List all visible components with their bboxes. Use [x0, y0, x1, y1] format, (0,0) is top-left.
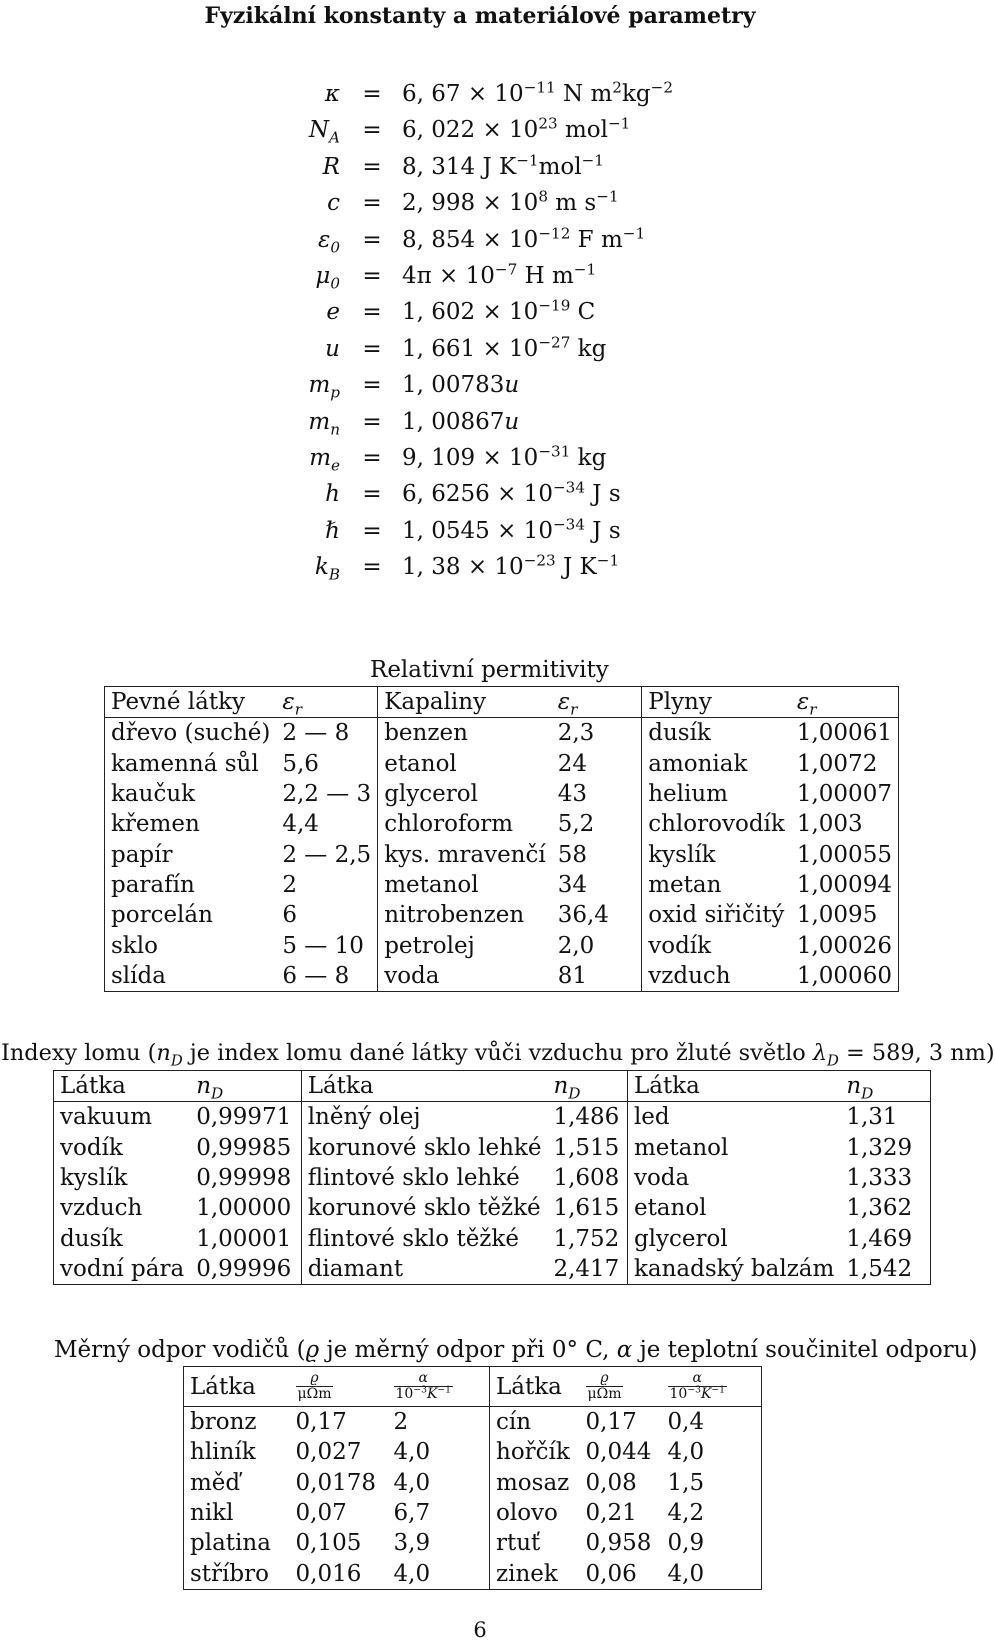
table-row [184, 1528, 762, 1558]
table-cell: benzen [378, 718, 552, 749]
table-cell: 0,06 [580, 1558, 662, 1589]
column-header: $\varepsilon_r$ [276, 687, 377, 718]
column-header: Látka [627, 1071, 840, 1102]
table-cell: stříbro [184, 1558, 290, 1589]
table-cell: 4,0 [662, 1558, 762, 1589]
table-cell: 0,044 [585, 1439, 652, 1466]
table-cell: 58 [557, 841, 588, 868]
table-row [54, 1254, 931, 1285]
table-row [105, 779, 899, 809]
column-header: Látka [54, 1071, 191, 1102]
table-cell: vodík [54, 1133, 191, 1163]
table-cell: diamant [301, 1254, 547, 1285]
table-cell: 1,5 [662, 1468, 762, 1498]
constant-row [0, 404, 960, 440]
table-cell: 1,31 [840, 1102, 930, 1133]
table-cell: 6 — 8 [276, 961, 377, 992]
table-cell: lněný olej [301, 1102, 547, 1133]
table-cell: 1,615 [553, 1195, 620, 1222]
constant-value: 1, $661 \times 10^{-27}$ kg [402, 333, 607, 362]
constant-row [0, 476, 960, 512]
table-cell: oxid siřičitý [642, 900, 791, 930]
table-cell: 1,333 [840, 1163, 930, 1193]
constant-value: 1, 00783u [402, 372, 520, 399]
constant-row [0, 222, 960, 258]
table-cell: 0,08 [585, 1469, 637, 1496]
constant-row [0, 294, 960, 330]
table-row [105, 870, 899, 900]
equals-sign: = [362, 335, 382, 362]
table-cell: 0,027 [295, 1439, 362, 1466]
table-cell: 3,9 [393, 1530, 431, 1557]
table-cell: vodní pára [54, 1254, 191, 1285]
table-cell: 1,00026 [791, 930, 899, 960]
constant-row [0, 549, 960, 585]
table-cell: 5,6 [282, 750, 319, 777]
table-row [184, 1437, 762, 1467]
table-cell: flintové sklo lehké [301, 1163, 547, 1193]
table-cell: platina [184, 1528, 290, 1558]
table-cell: 2 [393, 1409, 409, 1436]
table-cell: 4,2 [662, 1498, 762, 1528]
constant-value: $4\pi \times 10^{-7}$ H $m^{-1}$ [402, 260, 597, 289]
table-cell: 0,99998 [196, 1165, 292, 1192]
table-cell: korunové sklo lehké [301, 1133, 547, 1163]
table-cell: etanol [378, 749, 552, 779]
table-cell: 0,17 [295, 1409, 347, 1436]
table-cell: cín [490, 1407, 580, 1438]
equals-sign: = [362, 517, 382, 544]
constant-row [0, 367, 960, 403]
table-cell: voda [378, 961, 552, 992]
table-cell: 0,21 [585, 1500, 637, 1527]
alpha-fraction: $\frac{\alpha}{10^{-3}K^{-1}}$ [669, 1370, 726, 1402]
table-row [105, 961, 899, 992]
table-cell: 2 — 8 [282, 720, 350, 747]
table-cell: kanadský balzám [627, 1254, 840, 1285]
constant-symbol: $m_e$ [309, 445, 340, 475]
constant-value: 6, $6256 \times 10^{-34}$ J s [402, 478, 621, 508]
constant-symbol: $\mu_0$ [315, 263, 340, 293]
table-cell: dusík [54, 1223, 191, 1253]
table-cell: 1,0072 [791, 749, 899, 779]
table-row [54, 1223, 931, 1253]
table-row [184, 1558, 762, 1589]
table-cell: 0,99985 [196, 1134, 292, 1161]
table-cell: nikl [184, 1498, 290, 1528]
table-cell: 5,2 [557, 811, 595, 838]
table-cell: petrolej [378, 930, 552, 960]
table-cell: 36,4 [557, 902, 609, 929]
table-row [184, 1468, 762, 1498]
table-cell: kys. mravenčí [378, 839, 552, 869]
table-cell: amoniak [642, 749, 791, 779]
resistivity-table [183, 1366, 762, 1590]
table-cell: 0,4 [662, 1407, 762, 1438]
table-cell: 2 [282, 871, 297, 898]
constant-symbol: $m_n$ [308, 408, 340, 439]
equals-sign: = [362, 263, 382, 289]
table-cell: 1,608 [553, 1165, 620, 1192]
table-cell: 1,003 [791, 809, 899, 839]
table-cell: chlorovodík [642, 809, 791, 839]
constant-value: 6, $67 \times 10^{-11}$ N $m^2kg^{-2}$ [402, 78, 673, 107]
column-header [388, 1367, 490, 1407]
equals-sign: = [362, 190, 382, 217]
table-cell: dřevo (suché) [105, 718, 277, 749]
column-header: $n_D$ [190, 1071, 301, 1102]
table-cell: porcelán [105, 900, 277, 930]
constant-value: 6, $022 \times 10^{23}$ mol$^{-1}$ [402, 114, 631, 144]
page-title: Fyzikální konstanty a materiálové parametry [204, 3, 756, 29]
table-cell: hliník [184, 1437, 290, 1467]
table-row [54, 1133, 931, 1163]
table-cell: hořčík [490, 1437, 580, 1467]
constant-row [0, 513, 960, 549]
table-cell: 1,00007 [791, 779, 899, 809]
table-cell: 24 [557, 750, 588, 777]
table-cell: křemen [105, 809, 277, 839]
table-cell: 1,00061 [791, 718, 899, 749]
equals-sign: = [362, 481, 382, 508]
table-cell: 0,105 [295, 1530, 362, 1557]
constant-value: 8, $854 \times 10^{-12}$ F $m^{-1}$ [402, 223, 646, 253]
table-cell: 2,2 — 3 [282, 781, 372, 808]
table-cell: papír [105, 839, 277, 869]
table-cell: mosaz [490, 1468, 580, 1498]
column-header: Látka [184, 1367, 290, 1407]
equals-sign: = [362, 445, 382, 471]
table-row [105, 900, 899, 930]
table-cell: dusík [642, 718, 791, 749]
table-cell: 2,3 [557, 720, 595, 747]
table-cell: 1,329 [840, 1133, 930, 1163]
constant-symbol: $k_B$ [314, 554, 340, 584]
table-cell: helium [642, 779, 791, 809]
constant-row [0, 76, 960, 112]
table-cell: 1,00055 [791, 839, 899, 869]
alpha-fraction: $\frac{\alpha}{10^{-3}K^{-1}}$ [395, 1370, 452, 1402]
table-cell: 1,00094 [791, 870, 899, 900]
table-cell: měď [184, 1468, 290, 1498]
constant-symbol: $m_p$ [308, 372, 340, 402]
table-cell: 1,542 [840, 1254, 930, 1285]
table-cell: 81 [552, 961, 642, 992]
table-cell: 4,0 [662, 1437, 762, 1467]
table-cell: led [627, 1102, 840, 1133]
constant-symbol: $\varepsilon_0$ [318, 226, 340, 257]
refraction-table [53, 1070, 931, 1285]
table-cell: glycerol [378, 779, 552, 809]
table-row [54, 1102, 931, 1133]
constant-row [0, 331, 960, 367]
table-cell: metanol [627, 1133, 840, 1163]
table-cell: korunové sklo těžké [301, 1193, 547, 1223]
constant-value: 9, $109 \times 10^{-31}$ kg [402, 442, 607, 471]
table-cell: 0,0178 [295, 1469, 376, 1496]
equals-sign: = [362, 81, 382, 107]
constant-symbol: c [327, 190, 340, 217]
column-header: $\varepsilon_r$ [552, 687, 642, 718]
constant-row [0, 185, 960, 221]
table-row [184, 1407, 762, 1438]
table-cell: rtuť [490, 1528, 580, 1558]
table-cell: 1,362 [840, 1193, 930, 1223]
table-cell: kamenná sůl [105, 749, 277, 779]
table-row [54, 1193, 931, 1223]
table-row [105, 930, 899, 960]
equals-sign: = [362, 226, 382, 253]
constant-symbol: e [326, 299, 340, 326]
constant-value: 8, 314 J $K^{-1}mol^{-1}$ [402, 151, 604, 180]
table-cell: 34 [557, 871, 588, 898]
table-cell: kyslík [642, 839, 791, 869]
table-cell: 6 [282, 902, 297, 929]
column-header: $n_D$ [840, 1071, 930, 1102]
constant-symbol: h [325, 481, 340, 508]
constant-value: 1, $0545 \times 10^{-34}$ J s [402, 515, 621, 544]
table-cell: 4,0 [393, 1439, 431, 1466]
rho-fraction: $\frac{ϱ}{\text{μΩm}}$ [587, 1370, 622, 1402]
page-number: 6 [473, 1618, 487, 1642]
table-cell: 4,4 [282, 811, 319, 838]
table-cell: voda [627, 1163, 840, 1193]
constant-row [0, 149, 960, 185]
column-header: Látka [301, 1071, 547, 1102]
table-cell: 2,0 [557, 932, 595, 959]
table-cell: 0,016 [290, 1558, 388, 1589]
equals-sign: = [362, 554, 382, 581]
resistivity-header-row [184, 1367, 762, 1407]
refraction-header-row [54, 1071, 931, 1102]
equals-sign: = [362, 372, 382, 399]
table-cell: 1,00060 [791, 961, 899, 992]
table-cell: flintové sklo těžké [301, 1223, 547, 1253]
constant-row [0, 258, 960, 294]
table-cell: chloroform [378, 809, 552, 839]
equals-sign: = [362, 299, 382, 326]
table-cell: kyslík [54, 1163, 191, 1193]
table-row [105, 749, 899, 779]
table-cell: zinek [490, 1558, 580, 1589]
table-cell: sklo [105, 930, 277, 960]
constant-symbol: R [322, 153, 340, 180]
constant-row [0, 440, 960, 476]
permittivity-caption: Relativní permitivity [370, 657, 609, 683]
table-cell: 4,0 [393, 1469, 431, 1496]
table-cell: 43 [557, 781, 588, 808]
table-cell: metan [642, 870, 791, 900]
table-cell: vzduch [642, 961, 791, 992]
constant-symbol: ℏ [325, 517, 340, 544]
table-cell: 1,752 [553, 1225, 620, 1252]
table-cell: 6,7 [393, 1500, 431, 1527]
table-row [54, 1163, 931, 1193]
rho-fraction: $\frac{ϱ}{\text{μΩm}}$ [297, 1370, 332, 1402]
table-cell: 5 — 10 [282, 932, 364, 959]
table-cell: 1,0095 [791, 900, 899, 930]
table-cell: kaučuk [105, 779, 277, 809]
table-cell: 1,469 [840, 1223, 930, 1253]
constant-symbol: u [325, 335, 340, 362]
permittivity-table [104, 686, 899, 992]
constant-row [0, 112, 960, 148]
table-cell: 4,0 [388, 1558, 490, 1589]
table-cell: 0,99971 [196, 1104, 292, 1131]
refraction-caption: Indexy lomu ($n_D$ je index lomu dané látky vůči vzduchu pro žluté světlo $\lambda_D = 589$, 3 nm) [1, 1040, 995, 1070]
table-cell: slída [105, 961, 277, 992]
table-row [105, 809, 899, 839]
table-cell: metanol [378, 870, 552, 900]
table-cell: 1,486 [553, 1104, 620, 1131]
table-cell: 0,99996 [190, 1254, 301, 1285]
table-cell: etanol [627, 1193, 840, 1223]
table-cell: 0,958 [585, 1530, 652, 1557]
table-cell: 2,417 [547, 1254, 627, 1285]
column-header: $\varepsilon_r$ [791, 687, 899, 718]
table-cell: bronz [184, 1407, 290, 1438]
table-row [105, 839, 899, 869]
column-header: Plyny [642, 687, 791, 718]
table-cell: olovo [490, 1498, 580, 1528]
equals-sign: = [362, 153, 382, 180]
table-cell: vzduch [54, 1193, 191, 1223]
constant-symbol: $N_A$ [308, 117, 340, 147]
resistivity-caption: Měrný odpor vodičů (ϱ je měrný odpor při 0° C, α je teplotní součinitel odporu) [54, 1337, 978, 1363]
column-header [662, 1367, 762, 1407]
table-cell: vakuum [54, 1102, 191, 1133]
permittivity-header-row [105, 687, 899, 718]
table-row [184, 1498, 762, 1528]
table-cell: nitrobenzen [378, 900, 552, 930]
column-header: Pevné látky [105, 687, 277, 718]
table-cell: 1,00001 [196, 1225, 292, 1252]
equals-sign: = [362, 408, 382, 435]
constant-value: 1, $38 \times 10^{-23}$ J $K^{-1}$ [402, 551, 620, 581]
table-cell: vodík [642, 930, 791, 960]
column-header: $n_D$ [547, 1071, 627, 1102]
table-cell: 1,00000 [196, 1195, 292, 1222]
constant-value: 1, $602 \times 10^{-19}$ C [402, 296, 596, 326]
table-cell: 1,515 [553, 1134, 620, 1161]
table-row [105, 718, 899, 749]
table-cell: parafín [105, 870, 277, 900]
table-cell: glycerol [627, 1223, 840, 1253]
column-header [290, 1367, 388, 1407]
column-header: Látka [490, 1367, 580, 1407]
constant-symbol: κ [324, 81, 340, 107]
table-cell: 0,17 [585, 1409, 637, 1436]
table-cell: 0,07 [295, 1500, 347, 1527]
constant-value: 1, 00867u [402, 408, 520, 435]
equals-sign: = [362, 117, 382, 144]
column-header [580, 1367, 662, 1407]
table-cell: 0,9 [662, 1528, 762, 1558]
table-cell: 2 — 2,5 [282, 841, 372, 868]
constant-value: 2, $998 \times 10^8$ m $s^{-1}$ [402, 187, 619, 217]
column-header: Kapaliny [378, 687, 552, 718]
